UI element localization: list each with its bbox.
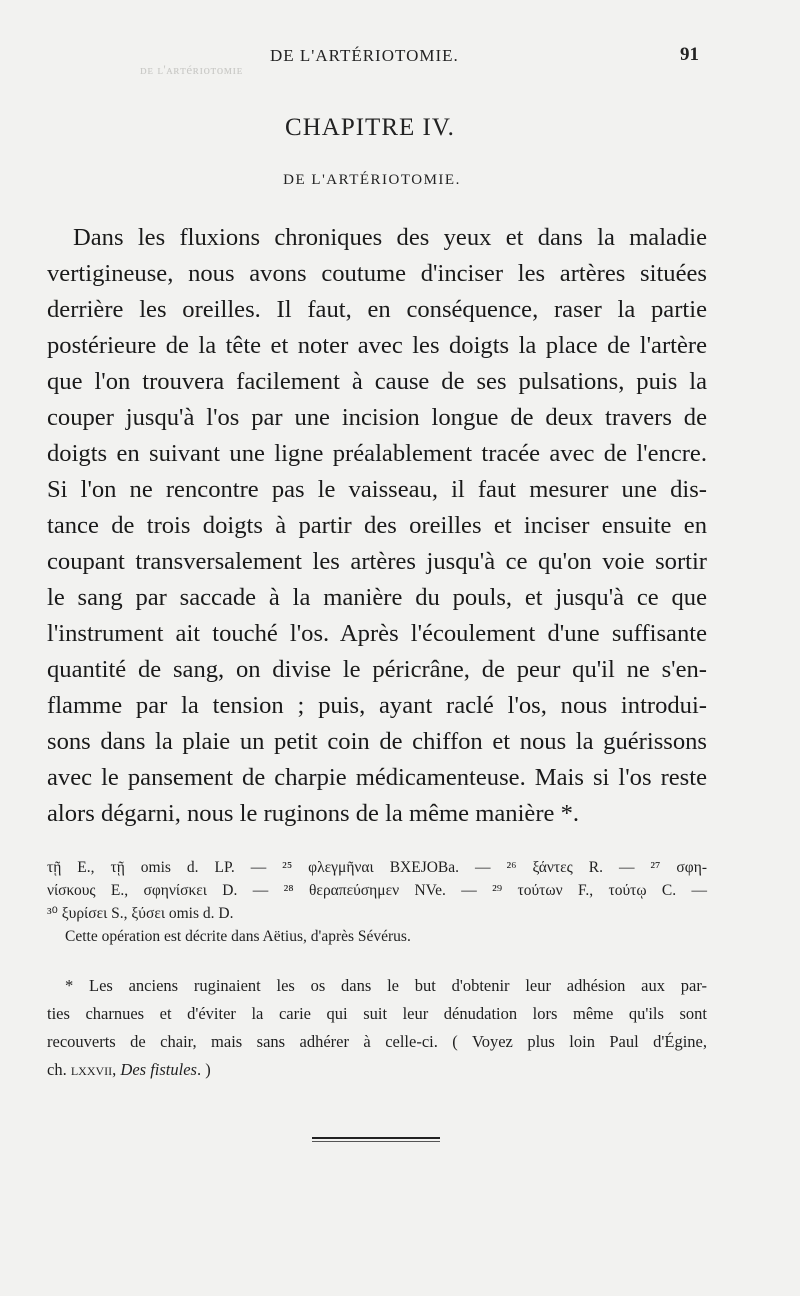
paragraph-line: Dans les fluxions chroniques des yeux et dans la maladie bbox=[73, 224, 707, 251]
footnote-chapter-number: lxxvii bbox=[70, 1060, 113, 1079]
paragraph-line: Si l'on ne rencontre pas le vaisseau, il faut mesurer une dis- bbox=[47, 476, 707, 503]
paragraph-line: derrière les oreilles. Il faut, en conséquence, raser la partie bbox=[47, 296, 707, 323]
closing-rule-thin bbox=[312, 1141, 440, 1142]
paragraph-line: couper jusqu'à l'os par une incision longue de deux travers de bbox=[47, 404, 707, 431]
footnote-suffix: . ) bbox=[196, 1060, 211, 1079]
footnote-prefix: ch. bbox=[47, 1060, 71, 1079]
page-number: 91 bbox=[680, 44, 699, 65]
footnote-separator: , bbox=[112, 1060, 121, 1079]
footnote-line: ties charnues et d'éviter la carie qui suit leur dénudation lors même qu'ils sont bbox=[47, 1004, 707, 1023]
paragraph-line: coupant transversalement les artères jusqu'à ce qu'on voie sortir bbox=[47, 548, 707, 575]
variant-line: τῇ E., τῇ omis d. LP. — ²⁵ φλεγμῆναι BXEJOBa. — ²⁶ ξάντες R. — ²⁷ σφη- bbox=[47, 859, 707, 876]
paragraph-line: avec le pansement de charpie médicamenteuse. Mais si l'os reste bbox=[47, 764, 707, 791]
footnote-line: recouverts de chair, mais sans adhérer à celle-ci. ( Voyez plus loin Paul d'Égine, bbox=[47, 1032, 707, 1051]
paragraph-line: que l'on trouvera facilement à cause de ses pulsations, puis la bbox=[47, 368, 707, 395]
main-paragraph bbox=[47, 220, 707, 832]
closing-rule bbox=[312, 1137, 440, 1139]
variant-note: Cette opération est décrite dans Aëtius, d'après Sévérus. bbox=[65, 928, 411, 945]
paragraph-line: flamme par la tension ; puis, ayant raclé l'os, nous introdui- bbox=[47, 692, 707, 719]
paragraph-line: alors dégarni, nous le ruginons de la même manière *. bbox=[47, 800, 580, 827]
paragraph-line: l'instrument ait touché l'os. Après l'écoulement d'une suffisante bbox=[47, 620, 707, 647]
variant-line: νίσκους E., σφηνίσκει D. — ²⁸ θεραπεύσημεν NVe. — ²⁹ τούτων F., τούτῳ C. — bbox=[47, 882, 707, 899]
paragraph-line: doigts en suivant une ligne préalablement tracée avec de l'encre. bbox=[47, 440, 707, 467]
paragraph-line: vertigineuse, nous avons coutume d'inciser les artères situées bbox=[47, 260, 707, 287]
textual-variants bbox=[47, 856, 707, 948]
chapter-subtitle: DE L'ARTÉRIOTOMIE. bbox=[283, 172, 461, 188]
footnote bbox=[47, 972, 707, 1084]
paragraph-line: tance de trois doigts à partir des oreilles et inciser ensuite en bbox=[47, 512, 707, 539]
paragraph-line: sons dans la plaie un petit coin de chiffon et nous la guérissons bbox=[47, 728, 707, 755]
paragraph-line: le sang par saccade à la manière du pouls, et jusqu'à ce que bbox=[47, 584, 707, 611]
running-head: DE L'ARTÉRIOTOMIE. bbox=[270, 46, 459, 65]
chapter-title: CHAPITRE IV. bbox=[285, 114, 455, 141]
footnote-line: * Les anciens ruginaient les os dans le but d'obtenir leur adhésion aux par- bbox=[65, 976, 707, 995]
footnote-line-last bbox=[47, 1056, 707, 1084]
variant-line: ³⁰ ξυρίσει S., ξύσει omis d. D. bbox=[47, 905, 234, 922]
footnote-italic-title: Des fistules bbox=[120, 1060, 197, 1079]
bleed-through-text: ᴅᴇ ʟ'ᴀʀᴛéʀɪᴏᴛᴏᴍɪᴇ bbox=[140, 62, 243, 77]
paragraph-line: postérieure de la tête et noter avec les doigts la place de l'artère bbox=[47, 332, 707, 359]
paragraph-line: quantité de sang, on divise le péricrâne, de peur qu'il ne s'en- bbox=[47, 656, 707, 683]
